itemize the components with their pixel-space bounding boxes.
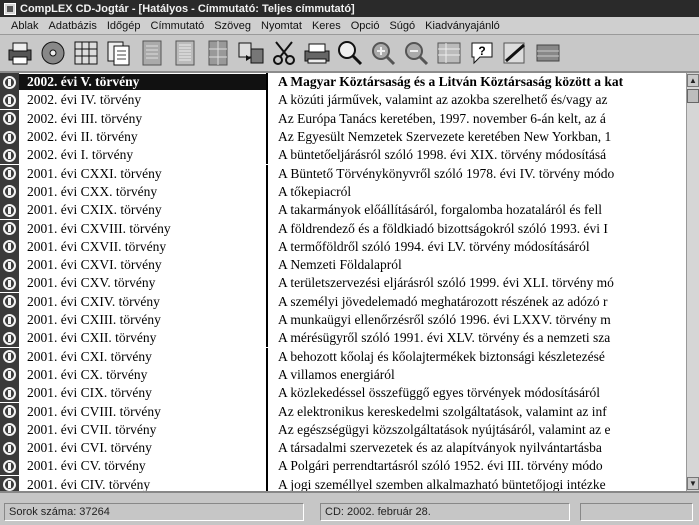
law-row[interactable] [0,91,686,109]
menu-opcio[interactable]: Opció [350,19,380,32]
law-status-icon [0,421,19,439]
law-title: A munkaügyi ellenőrzésről szóló 1996. évi LXXV. törvény m [278,312,611,328]
law-name: 2001. évi CXV. törvény [27,275,156,291]
law-status-icon [0,73,19,91]
law-row[interactable] [0,384,686,402]
law-title: A Polgári perrendtartásról szóló 1952. évi III. törvény módo [278,458,603,474]
law-row[interactable] [0,329,686,347]
document-grid-icon[interactable] [202,38,233,68]
vertical-scrollbar[interactable] [686,73,699,491]
law-title: A területszervezési eljárásról szóló 1999. évi XLI. törvény mó [278,275,614,291]
law-status-icon [0,311,19,329]
menu-keres[interactable]: Keres [311,19,341,32]
menu-idogep[interactable]: Időgép [106,19,141,32]
law-status-icon [0,274,19,292]
law-title: A közlekedéssel összefüggő egyes törvények módosításáról [278,385,601,401]
law-row[interactable] [0,311,686,329]
law-status-icon [0,220,19,238]
law-row[interactable] [0,274,686,292]
law-title: A tőkepiacról [278,183,352,199]
law-title: Az Egyesült Nemzetek Szervezete keretében New Yorkban, 1 [278,129,612,145]
law-name: 2001. évi CXXI. törvény [27,165,162,181]
document-lines-icon[interactable] [169,38,200,68]
law-name: 2002. évi III. törvény [27,110,143,126]
menu-szoveg[interactable]: Szöveg [214,19,251,32]
law-name: 2001. évi CXII. törvény [27,330,157,346]
law-name: 2001. évi CIV. törvény [27,476,151,491]
law-status-icon [0,256,19,274]
law-title: Az Európa Tanács keretében, 1997. november 6-án kelt, az á [278,110,606,126]
menu-sugo[interactable]: Súgó [389,19,416,32]
title-bar [0,0,699,17]
svg-text:?: ? [477,44,486,58]
law-name: 2001. évi CXX. törvény [27,183,158,199]
law-row[interactable] [0,201,686,219]
law-title: A jogi személlyel szemben alkalmazható büntetőjogi intézke [278,476,606,491]
magnifier-icon[interactable] [334,38,365,68]
law-row[interactable] [0,457,686,475]
law-title: Az elektronikus kereskedelmi szolgáltatások, valamint az inf [278,403,607,419]
law-name: 2001. évi CXVIII. törvény [27,220,171,236]
scroll-up-button[interactable]: ▲ [687,74,699,87]
menu-nyomtat[interactable]: Nyomtat [261,19,302,32]
cards-icon[interactable] [532,38,563,68]
law-name: 2001. évi CVII. törvény [27,421,157,437]
law-title: A földrendező és a földkiadó bizottságokról szóló 1993. évi I [278,220,608,236]
law-title: A villamos energiáról [278,366,395,382]
law-status-icon [0,91,19,109]
law-name: 2001. évi CXVI. törvény [27,257,162,273]
law-title: A személyi jövedelemadó meghatározott részének az adózó r [278,293,608,309]
copy-pages-icon[interactable] [103,38,134,68]
law-row[interactable] [0,366,686,384]
scroll-thumb[interactable] [687,89,699,103]
ruler-edit-icon[interactable] [499,38,530,68]
law-row[interactable] [0,421,686,439]
status-pane-empty [580,503,693,521]
law-status-icon [0,366,19,384]
row-count: Sorok száma: 37264 [4,503,304,521]
law-row[interactable] [0,110,686,128]
help-icon[interactable] [466,38,497,68]
toolbar [0,35,699,73]
law-row[interactable] [0,348,686,366]
law-status-icon [0,384,19,402]
law-title: A társadalmi szervezetek és az alapítványok nyilvántartásba [278,440,602,456]
law-status-icon [0,476,19,491]
law-row[interactable] [0,293,686,311]
law-name: 2001. évi CV. törvény [27,458,146,474]
transfer-icon[interactable] [235,38,266,68]
law-row[interactable] [0,128,686,146]
law-name: 2001. évi CX. törvény [27,366,148,382]
law-status-icon [0,293,19,311]
law-title: A takarmányok előállításáról, forgalomba hozataláról és fell [278,202,603,218]
menu-ablak[interactable]: Ablak [11,19,39,32]
law-name: 2002. évi II. törvény [27,129,138,145]
law-name: 2002. évi I. törvény [27,147,134,163]
law-row[interactable] [0,219,686,237]
law-name: 2001. évi CVIII. törvény [27,403,161,419]
law-status-icon [0,329,19,347]
law-row[interactable] [0,439,686,457]
law-row[interactable] [0,165,686,183]
status-bar [0,491,699,525]
law-name: 2001. évi CXIV. törvény [27,293,160,309]
law-row[interactable] [0,238,686,256]
law-title: A mérésügyről szóló 1991. évi XLV. törvény és a nemzeti sza [278,330,611,346]
zoom-in-icon[interactable] [367,38,398,68]
law-title: A behozott kőolaj és kőolajtermékek biztonsági készletezésé [278,348,605,364]
table-icon[interactable] [433,38,464,68]
law-status-icon [0,128,19,146]
print-icon[interactable] [4,38,35,68]
document-icon[interactable] [136,38,167,68]
menu-kiadvanyajanlo[interactable]: Kiadványajánló [425,19,500,32]
law-title: A büntetőeljárásról szóló 1998. évi XIX. törvény módosításá [278,147,607,163]
law-status-icon [0,201,19,219]
menu-bar [0,17,699,35]
law-status-icon [0,457,19,475]
scissors-icon[interactable] [268,38,299,68]
law-list[interactable] [0,73,686,491]
law-status-icon [0,238,19,256]
law-row[interactable] [0,146,686,164]
disk-icon[interactable] [37,38,68,68]
law-status-icon [0,165,19,183]
law-status-icon [0,183,19,201]
scroll-down-button[interactable]: ▼ [687,477,699,490]
law-name: 2001. évi CXIX. törvény [27,202,162,218]
printer-icon[interactable] [301,38,332,68]
law-row[interactable] [0,476,686,491]
law-row[interactable] [0,183,686,201]
app-icon[interactable] [4,3,16,15]
window-title: CompLEX CD-Jogtár - [Hatályos - Címmutató: Teljes címmutató] [20,2,355,15]
law-name: 2001. évi CXIII. törvény [27,312,161,328]
cd-date: CD: 2002. február 28. [320,503,570,521]
law-title: A Büntető Törvénykönyvről szóló 1978. évi IV. törvény módo [278,165,615,181]
law-status-icon [0,403,19,421]
law-status-icon [0,110,19,128]
law-title: Az egészségügyi közszolgáltatások nyújtásáról, valamint az e [278,421,611,437]
grid-view-icon[interactable] [70,38,101,68]
law-title: A közúti járművek, valamint az azokba szerelhető és/vagy az [278,92,608,108]
zoom-out-icon[interactable] [400,38,431,68]
menu-cimmutato[interactable]: Címmutató [150,19,205,32]
law-row[interactable] [0,73,686,91]
law-name: 2001. évi CIX. törvény [27,385,152,401]
law-row[interactable] [0,256,686,274]
law-status-icon [0,146,19,164]
law-name: 2001. évi CXI. törvény [27,348,152,364]
law-name: 2002. évi V. törvény [19,74,266,90]
law-status-icon [0,348,19,366]
law-row[interactable] [0,402,686,420]
law-title: A Nemzeti Földalapról [278,257,402,273]
menu-adatbazis[interactable]: Adatbázis [48,19,97,32]
law-title: A termőföldről szóló 1994. évi LV. törvény módosításáról [278,238,590,254]
law-status-icon [0,439,19,457]
law-name: 2001. évi CXVII. törvény [27,238,167,254]
law-title: A Magyar Köztársaság és a Litván Köztársaság között a kat [268,74,686,90]
law-name: 2001. évi CVI. törvény [27,440,152,456]
law-name: 2002. évi IV. törvény [27,92,142,108]
